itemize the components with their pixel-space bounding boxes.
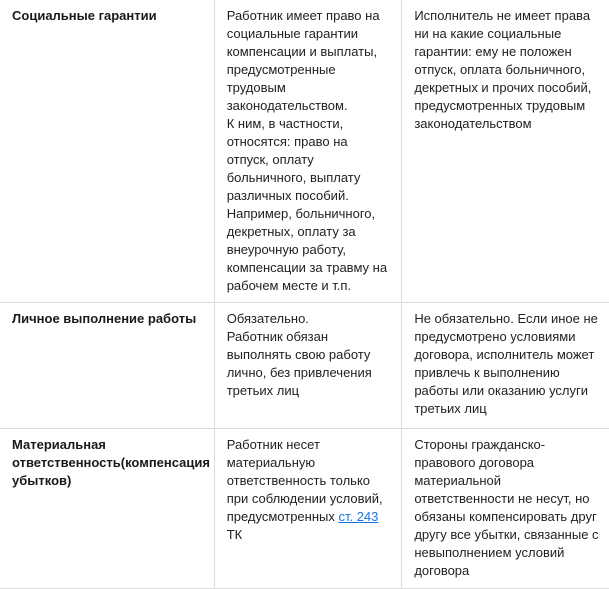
civil-contract-cell [402, 429, 609, 589]
civil-contract-cell [402, 0, 609, 303]
employment-contract-cell [214, 303, 402, 429]
table-row [0, 303, 609, 429]
civil-text: Не обязательно. Если иное не предусмотрено условиями договора, исполнитель может привлечь к выполнению работы или оказанию услуги третьих лиц [414, 311, 598, 416]
criterion-cell [0, 303, 214, 429]
criterion-cell [0, 0, 214, 303]
employment-text: Обязательно. [226, 311, 309, 326]
law-article-link[interactable]: ст. 243 [338, 509, 379, 524]
employment-text: Работник имеет право на социальные гарантии компенсации и выплаты, предусмотренные трудовым законодательством. [226, 8, 380, 113]
employment-text: Работник несет материальную ответственность только при соблюдении условий, предусмотренных [226, 437, 383, 524]
civil-text: Исполнитель не имеет права ни на какие социальные гарантии: ему не положен отпуск, оплата больничного, декретных и прочих пособий, предусмотренных трудовым законодательством [414, 8, 592, 131]
civil-text: Стороны гражданско-правового договора материальной ответственности не несут, но обязаны компенсировать друг другу все убытки, связанные с невыполнением условий договора [414, 437, 599, 578]
criterion-cell [0, 429, 214, 589]
table-row [0, 429, 609, 589]
employment-text: Работник обязан выполнять свою работу лично, без привлечения третьих лиц [226, 329, 372, 398]
employment-text: К ним, в частности, относятся: право на отпуск, оплату больничного, выплату различных пособий. [226, 116, 361, 203]
civil-contract-cell [402, 303, 609, 429]
criterion-label: Личное выполнение работы [12, 311, 197, 326]
employment-text-suffix: ТК [226, 527, 243, 542]
criterion-label: Материальная ответственность(компенсация убытков) [12, 437, 210, 488]
criterion-label: Социальные гарантии [12, 8, 157, 23]
employment-contract-cell [214, 0, 402, 303]
employment-contract-cell [214, 429, 402, 589]
employment-text: Например, больничного, декретных, оплату за внеурочную работу, компенсации за травму на рабочем месте и т.п. [226, 206, 388, 293]
